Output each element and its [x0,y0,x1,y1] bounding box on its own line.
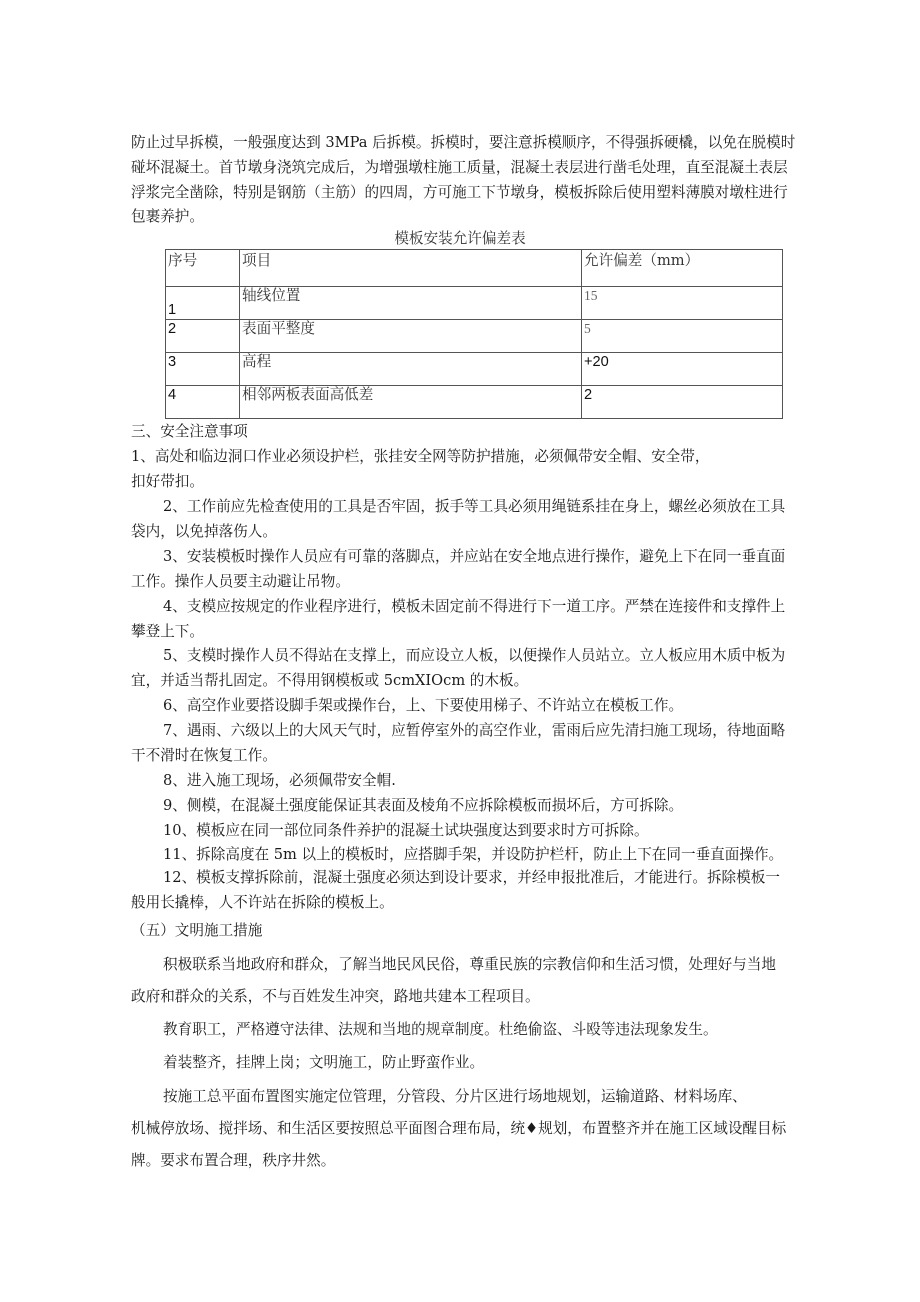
table-row [166,320,783,353]
table-row [166,287,783,320]
row-item: 表面平整度 [240,320,582,353]
intro-line-1: 防止过早拆模，一般强度达到 3MPa 后拆模。拆模时，要注意拆模顺序，不得强拆硬橇，以免在脱模时 [131,134,796,151]
row-index: 4 [166,386,240,419]
row-index: 3 [166,353,240,386]
header-tolerance: 允许偏差（mm） [582,250,783,287]
safety-line: 扣好带扣。 [131,473,204,490]
safety-line: 干不滑时在恢复工作。 [131,747,277,764]
safety-line: 攀登上下。 [131,623,204,640]
row-item: 相邻两板表面高低差 [240,386,582,419]
row-tolerance: 2 [582,386,783,419]
civil-line: 牌。要求布置合理，秩序井然。 [131,1152,336,1169]
row-tolerance: 15 [582,287,783,320]
safety-line: 6、高空作业要搭设脚手架或操作台，上、下要使用梯子、不许站立在模板工作。 [163,697,684,714]
civil-line: 机械停放场、搅拌场、和生活区要按照总平面图合理布局，统♦规划，布置整齐并在施工区域设醒目标 [131,1120,787,1137]
safety-line: 12、模板支撑拆除前，混凝土强度必须达到设计要求，并经申报批准后，才能进行。拆除模板一 [163,869,780,886]
safety-heading: 三、安全注意事项 [131,423,248,440]
civil-line: 政府和群众的关系，不与百姓发生冲突，路地共建本工程项目。 [131,988,540,1005]
safety-line: 2、工作前应先检查使用的工具是否牢固，扳手等工具必须用绳链系挂在身上，螺丝必须放在工具 [163,498,786,515]
safety-line: 袋内，以免掉落伤人。 [131,523,277,540]
safety-line: 3、安装模板时操作人员应有可靠的落脚点，并应站在安全地点进行操作，避免上下在同一垂直面 [163,548,786,565]
safety-line: 10、模板应在同一部位同条件养护的混凝土试块强度达到要求时方可拆除。 [163,822,649,839]
civil-line: 教育职工，严格遵守法律、法规和当地的规章制度。杜绝偷盗、斗殴等违法现象发生。 [163,1021,718,1038]
row-item: 高程 [240,353,582,386]
table-row [166,386,783,419]
row-index: 1 [166,287,240,320]
row-index: 2 [166,320,240,353]
intro-line-3: 浮浆完全凿除，特别是钢筋（主筋）的四周，方可施工下节墩身，模板拆除后使用塑料薄膜对墩柱进行 [131,184,788,201]
header-index: 序号 [166,250,240,287]
safety-line: 8、进入施工现场，必须佩带安全帽. [163,772,396,789]
civil-line: 积极联系当地政府和群众，了解当地民风民俗，尊重民族的宗教信仰和生活习惯，处理好与当地 [163,956,776,973]
safety-line: 1、高处和临边洞口作业必须设护栏，张挂安全网等防护措施，必须佩带安全帽、安全带， [131,448,710,465]
safety-line: 般用长撬棒，人不许站在拆除的模板上。 [131,894,394,911]
safety-line: 宜，并适当帮扎固定。不得用钢模板或 5cmXIOcm 的木板。 [131,672,529,689]
table-caption: 模板安装允许偏差表 [394,230,526,247]
safety-line: 7、遇雨、六级以上的大风天气时，应暂停室外的高空作业，雷雨后应先清扫施工现场，待地面略 [163,722,786,739]
header-item: 项目 [240,250,582,287]
safety-line: 9、侧模，在混凝土强度能保证其表面及棱角不应拆除模板而损坏后，方可拆除。 [163,797,684,814]
civil-line: 着装整齐，挂牌上岗；文明施工，防止野蛮作业。 [163,1054,485,1071]
intro-line-4: 包裹养护。 [131,208,204,225]
safety-line: 工作。操作人员要主动避让吊物。 [131,573,350,590]
civil-heading: （五）文明施工措施 [131,922,263,939]
row-tolerance: 5 [582,320,783,353]
row-tolerance: +20 [582,353,783,386]
safety-line: 11、拆除高度在 5m 以上的模板时，应搭脚手架，并设防护栏杆，防止上下在同一垂直面操作。 [163,846,784,863]
tolerance-table [165,249,783,419]
table-header-row [166,250,783,287]
civil-line: 按施工总平面布置图实施定位管理，分管段、分片区进行场地规划，运输道路、材料场库、 [163,1088,747,1105]
safety-line: 4、支模应按规定的作业程序进行，模板未固定前不得进行下一道工序。严禁在连接件和支撑件上 [163,598,786,615]
safety-line: 5、支模时操作人员不得站在支撑上，而应设立人板，以便操作人员站立。立人板应用木质中板为 [163,647,786,664]
table-row [166,353,783,386]
row-item: 轴线位置 [240,287,582,320]
intro-line-2: 碰坏混凝土。首节墩身浇筑完成后，为增强墩柱施工质量，混凝土表层进行凿毛处理，直至混凝土表层 [131,159,788,176]
